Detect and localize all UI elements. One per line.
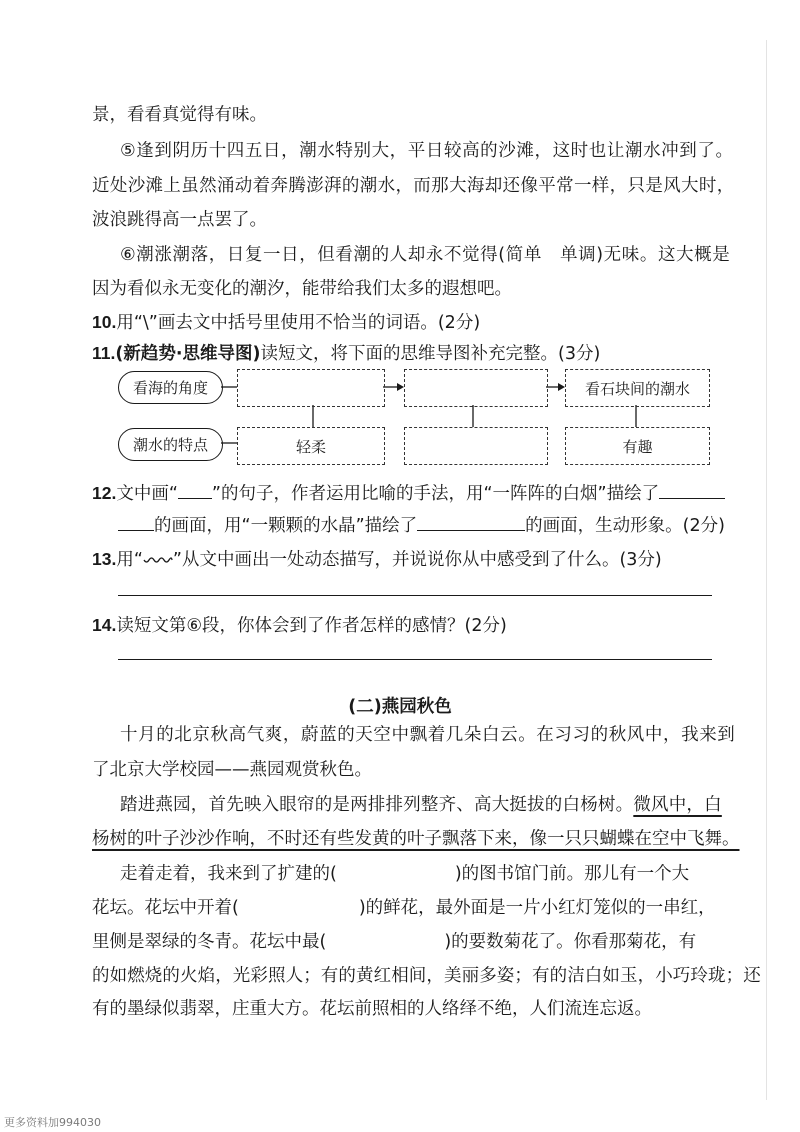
- passage1-p6-line2: 因为看似永无变化的潮汐，能带给我们太多的遐想吧。: [92, 279, 512, 299]
- mindmap-row1-box3: 看石块间的潮水: [565, 369, 710, 407]
- question-text: 读短文，将下面的思维导图补充完整。(3分): [260, 344, 601, 364]
- question-tag: (新趋势·思维导图): [115, 344, 261, 364]
- passage2-text: )的要数菊花了。你看那菊花，有: [444, 932, 697, 952]
- mindmap-row2-box2-blank[interactable]: [404, 427, 548, 465]
- passage2-text: )的图书馆门前。那儿有一个大: [454, 864, 690, 884]
- question-13: [92, 548, 662, 571]
- underlined-sentence: 微风中，白: [633, 795, 722, 815]
- question-12: [92, 482, 725, 505]
- passage2-text: 里侧是翠绿的冬青。花坛中最(: [92, 932, 327, 952]
- answer-blank-1b[interactable]: [118, 514, 154, 531]
- passage2-line: 的如燃烧的火焰，光彩照人；有的黄红相间，美丽多姿；有的洁白如玉，小巧玲珑；还: [92, 966, 761, 986]
- passage1-p5-line2: 近处沙滩上虽然涌动着奔腾澎湃的潮水，而那大海却还像平常一样，只是风大时，: [92, 176, 735, 196]
- question-number: 10.: [92, 312, 117, 332]
- answer-blank-2[interactable]: [417, 514, 525, 531]
- passage2-text: 花坛。花坛中开着(: [92, 898, 239, 918]
- underlined-sentence: 杨树的叶子沙沙作响，不时还有些发黄的叶子飘落下来，像一只只蝴蝶在空中飞舞。: [92, 829, 740, 849]
- question-number: 11.: [92, 343, 116, 363]
- passage1-p6-line1: ⑥潮涨潮落，日复一日，但看潮的人却永不觉得(简单 单调)无味。这大概是: [120, 245, 731, 265]
- question-14: [92, 614, 507, 637]
- passage2-title: (二)燕园秋色: [348, 697, 452, 717]
- mindmap-row2-box3: 有趣: [565, 427, 710, 465]
- question-number: 14.: [92, 615, 117, 635]
- question-number: 13.: [92, 549, 117, 569]
- question-text: 读短文第⑥段，你体会到了作者怎样的感情？(2分): [116, 616, 507, 636]
- mindmap-row2-box1: 轻柔: [237, 427, 385, 465]
- mindmap-row1-label: 看海的角度: [118, 371, 223, 404]
- passage2-line: 十月的北京秋高气爽，蔚蓝的天空中飘着几朵白云。在习习的秋风中，我来到: [120, 725, 736, 745]
- passage2-line: [120, 794, 722, 816]
- question-number: 12.: [92, 483, 117, 503]
- answer-blank-1a[interactable]: [659, 482, 725, 499]
- answer-line-14[interactable]: [118, 659, 712, 660]
- mindmap-connectors: [0, 0, 800, 480]
- wavy-line-icon: [143, 555, 173, 565]
- passage2-text: 踏进燕园，首先映入眼帘的是两排排列整齐、高大挺拔的白杨树。: [120, 795, 634, 815]
- watermark-text: 更多资料加994030: [4, 1116, 101, 1129]
- question-12-cont: [118, 514, 725, 537]
- passage2-line: [92, 897, 716, 919]
- question-text-b: ”的句子，作者运用比喻的手法，用“一阵阵的白烟”描绘了: [211, 484, 660, 504]
- underline-sample: [178, 482, 212, 499]
- question-text-b: ”从文中画出一处动态描写，并说说你从中感受到了什么。(3分): [172, 550, 662, 570]
- mindmap-row1-box2-blank[interactable]: [404, 369, 548, 407]
- passage1-line: 景，看看真觉得有味。: [92, 105, 267, 125]
- passage2-line: 有的墨绿似翡翠，庄重大方。花坛前照相的人络绎不绝，人们流连忘返。: [92, 999, 652, 1019]
- question-text-d: 的画面，生动形象。(2分): [525, 516, 725, 536]
- question-text: 用“\”画去文中括号里使用不恰当的词语。(2分): [116, 313, 481, 333]
- passage1-p5-line1: ⑤逢到阴历十四五日，潮水特别大，平日较高的沙滩，这时也让潮水冲到了。: [120, 141, 734, 161]
- passage1-p5-line3: 波浪跳得高一点罢了。: [92, 210, 267, 230]
- passage2-line: [120, 863, 689, 885]
- passage2-line: [92, 931, 696, 953]
- passage2-text: )的鲜花，最外面是一片小红灯笼似的一串红，: [358, 898, 716, 918]
- question-text-a: 用“: [116, 550, 143, 570]
- mindmap-row2-label: 潮水的特点: [118, 428, 223, 461]
- answer-line-13[interactable]: [118, 595, 712, 596]
- passage2-line: 了北京大学校园——燕园观赏秋色。: [92, 760, 372, 780]
- mindmap-row1-box1-blank[interactable]: [237, 369, 385, 407]
- question-text-c: 的画面，用“一颗颗的水晶”描绘了: [154, 516, 418, 536]
- passage2-text: 走着走着，我来到了扩建的(: [120, 864, 337, 884]
- question-text-a: 文中画“: [116, 484, 178, 504]
